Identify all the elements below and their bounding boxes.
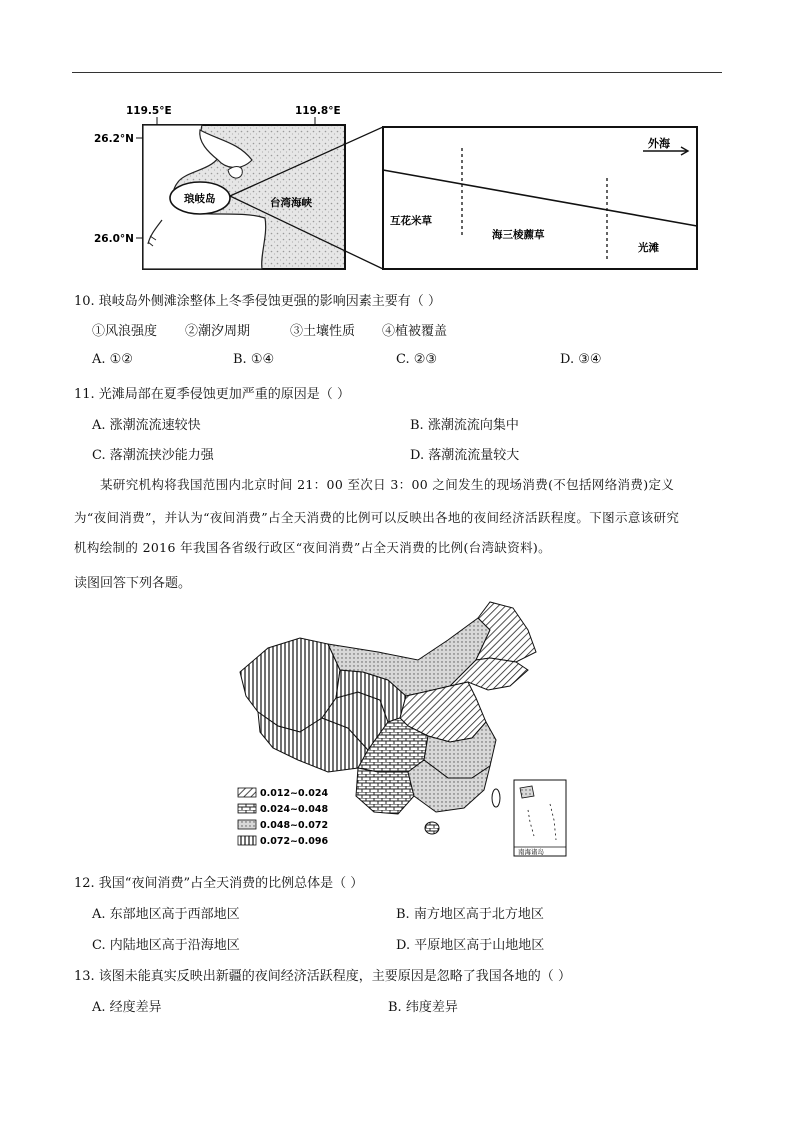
- passage-instruction: 读图回答下列各题。: [74, 576, 192, 591]
- passage-line-2: 为“夜间消费”，并认为“夜间消费”占全天消费的比例可以反映出各地的夜间经济活跃程度。下图示意该研究: [74, 510, 680, 525]
- q12-option-c[interactable]: C. 内陆地区高于沿海地区: [92, 938, 240, 953]
- q11-option-c[interactable]: C. 落潮流挟沙能力强: [92, 448, 214, 463]
- q10-option-a[interactable]: A. ①②: [92, 352, 133, 367]
- q12-stem: 12. 我国“夜间消费”占全天消费的比例总体是（ ）: [74, 876, 364, 891]
- legend-swatch-4: [238, 836, 256, 845]
- island-label: 琅岐岛: [184, 193, 216, 205]
- q11-option-d[interactable]: D. 落潮流流量较大: [410, 448, 520, 463]
- zone-spartina: 互花米草: [390, 215, 432, 227]
- q12-option-a[interactable]: A. 东部地区高于西部地区: [92, 907, 240, 922]
- header-rule: [72, 72, 722, 73]
- zone-scirpus: 海三棱藨草: [492, 229, 545, 241]
- legend-label-1: 0.012~0.024: [260, 788, 329, 799]
- figure-langqi-island: [90, 100, 710, 280]
- q10-stem: 10. 琅岐岛外侧滩涂整体上冬季侵蚀更强的影响因素主要有（ ）: [74, 294, 441, 309]
- q10-option-b[interactable]: B. ①④: [233, 352, 275, 367]
- strait-label: 台湾海峡: [270, 197, 312, 209]
- q13-option-a[interactable]: A. 经度差异: [92, 1000, 162, 1015]
- q10-option-d[interactable]: D. ③④: [560, 352, 602, 367]
- map-legend: [238, 788, 328, 847]
- q11-option-b[interactable]: B. 涨潮流流向集中: [410, 418, 519, 433]
- passage-line-3: 机构绘制的 2016 年我国各省级行政区“夜间消费”占全天消费的比例(台湾缺资料)。: [74, 540, 551, 555]
- q12-option-d[interactable]: D. 平原地区高于山地地区: [396, 938, 545, 953]
- legend-label-3: 0.048~0.072: [260, 820, 329, 831]
- lat-bottom-label: 26.0°N: [94, 233, 134, 245]
- lon-right-label: 119.8°E: [295, 105, 341, 117]
- q10-item: ④植被覆盖: [382, 324, 448, 339]
- legend-label-2: 0.024~0.048: [260, 804, 329, 815]
- q13-stem: 13. 该图未能真实反映出新疆的夜间经济活跃程度，主要原因是忽略了我国各地的（ ）: [74, 969, 571, 984]
- sea-label: 外海: [648, 137, 670, 150]
- q12-option-b[interactable]: B. 南方地区高于北方地区: [396, 907, 544, 922]
- q11-stem: 11. 光滩局部在夏季侵蚀更加严重的原因是（ ）: [74, 387, 350, 402]
- legend-swatch-3: [238, 820, 256, 829]
- q10-option-c[interactable]: C. ②③: [396, 352, 438, 367]
- legend-swatch-2: [238, 804, 256, 813]
- figure-night-consumption-map: [228, 600, 570, 862]
- legend-swatch-1: [238, 788, 256, 797]
- q11-option-a[interactable]: A. 涨潮流流速较快: [92, 418, 201, 433]
- passage-line-1: 某研究机构将我国范围内北京时间 21：00 至次日 3：00 之间发生的现场消费(不包括网络消费)定义: [100, 477, 675, 492]
- q10-item: ②潮汐周期: [185, 324, 251, 339]
- q10-item: ③土壤性质: [290, 324, 356, 339]
- q13-option-b[interactable]: B. 纬度差异: [388, 1000, 458, 1015]
- legend-label-4: 0.072~0.096: [260, 836, 329, 847]
- inset-label: 南海诸岛: [518, 848, 544, 856]
- q10-item: ①风浪强度: [92, 324, 158, 339]
- zone-bare-flat: 光滩: [638, 242, 659, 254]
- lon-left-label: 119.5°E: [126, 105, 172, 117]
- lat-top-label: 26.2°N: [94, 133, 134, 145]
